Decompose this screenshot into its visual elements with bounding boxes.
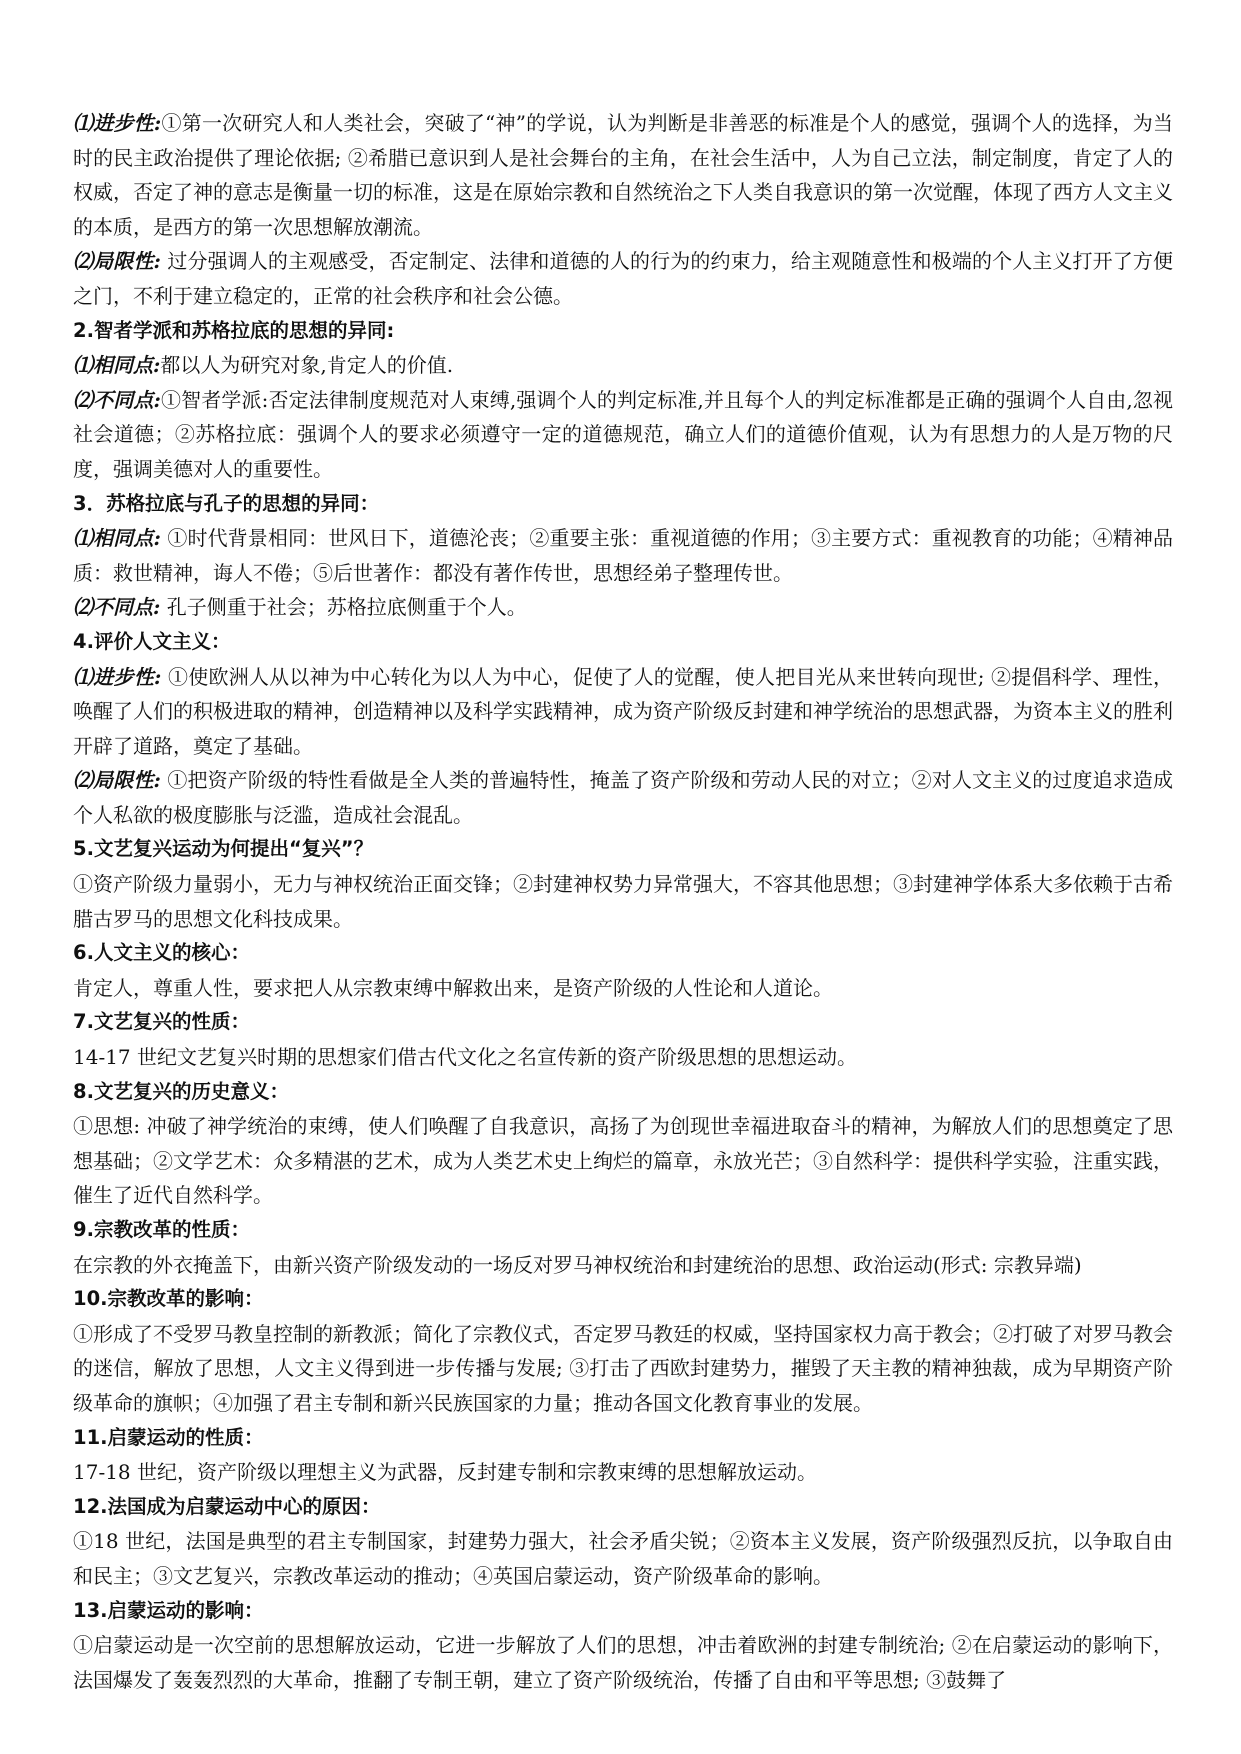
s3-difference-text: 孔子侧重于社会；苏格拉底侧重于个人。 xyxy=(160,595,527,620)
s3-similarity-text: ①时代背景相同：世风日下，道德沦丧；②重要主张：重视道德的作用；③主要方式：重视教育的功能；④精神品质：救世精神，诲人不倦；⑤后世著作：都没有著作传世，思想经弟子整理传世。 xyxy=(73,526,1174,585)
s1-limitation-text: 过分强调人的主观感受，否定制定、法律和道德的人的行为的约束力，给主观随意性和极端的个人主义打开了方便之门，不利于建立稳定的，正常的社会秩序和社会公德。 xyxy=(73,249,1174,308)
section-13-text: ①启蒙运动是一次空前的思想解放运动，它进一步解放了人们的思想，冲击着欧洲的封建专制统治; ②在启蒙运动的影响下，法国爆发了轰轰烈烈的大革命，推翻了专制王朝，建立了资产阶级统治，传播了自由和平等思想; ③鼓舞了 xyxy=(73,1633,1173,1692)
section-3-heading: 3．苏格拉底与孔子的思想的异同： xyxy=(73,491,380,515)
s4-limitation-text: ①把资产阶级的特性看做是全人类的普遍特性，掩盖了资产阶级和劳动人民的对立；②对人文主义的过度追求造成个人私欲的极度膨胀与泛滥，造成社会混乱。 xyxy=(73,768,1174,827)
s3-similarity-paragraph xyxy=(73,521,1173,590)
section-2-heading: 2.智者学派和苏格拉底的思想的异同: xyxy=(73,318,395,342)
section-6-heading: 6.人文主义的核心： xyxy=(73,941,250,965)
section-13-heading: 13.启蒙运动的影响： xyxy=(73,1598,264,1622)
document-page xyxy=(73,106,1173,1697)
section-4-heading: 4.评价人文主义： xyxy=(73,629,231,653)
s1-limitation-label: ⑵局限性: xyxy=(73,249,161,274)
s1-progress-paragraph xyxy=(73,106,1173,244)
section-10-heading: 10.宗教改革的影响： xyxy=(73,1287,264,1311)
section-11-text: 17-18 世纪，资产阶级以理想主义为武器，反封建专制和宗教束缚的思想解放运动。 xyxy=(73,1460,818,1485)
s4-limitation-paragraph xyxy=(73,763,1173,832)
section-12-text: ①18 世纪，法国是典型的君主专制国家，封建势力强大，社会矛盾尖锐；②资本主义发展，资产阶级强烈反抗，以争取自由和民主；③文艺复兴，宗教改革运动的推动；④英国启蒙运动，资产阶级革命的影响。 xyxy=(73,1529,1173,1588)
section-8-text: ①思想: 冲破了神学统治的束缚，使人们唤醒了自我意识，高扬了为创现世幸福进取奋斗的精神，为解放人们的思想奠定了思想基础；②文学艺术：众多精湛的艺术，成为人类艺术史上绚烂的篇章，永放光芒；③自然科学：提供科学实验，注重实践，催生了近代自然科学。 xyxy=(73,1114,1173,1208)
section-8-heading: 8.文艺复兴的历史意义： xyxy=(73,1079,289,1103)
s1-progress-text: ①第一次研究人和人类社会，突破了“神”的学说，认为判断是非善恶的标准是个人的感觉，强调个人的选择，为当时的民主政治提供了理论依据; ②希腊已意识到人是社会舞台的主角，在社会生活中，人为自己立法，制定制度，肯定了人的权威，否定了神的意志是衡量一切的标准，这是在原始宗教和自然统治之下人类自我意识的第一次觉醒，体现了西方人文主义的本质，是西方的第一次思想解放潮流。 xyxy=(73,111,1174,239)
section-5-heading: 5.文艺复兴运动为何提出“复兴”？ xyxy=(73,837,374,861)
s2-similarity-paragraph xyxy=(73,348,1173,383)
section-12-heading: 12.法国成为启蒙运动中心的原因： xyxy=(73,1494,381,1518)
section-9-heading: 9.宗教改革的性质： xyxy=(73,1218,250,1241)
s2-similarity-label: ⑴相同点: xyxy=(73,353,161,378)
s1-limitation-paragraph xyxy=(73,244,1173,313)
section-10-text: ①形成了不受罗马教皇控制的新教派；简化了宗教仪式，否定罗马教廷的权威，坚持国家权力高于教会；②打破了对罗马教会的迷信，解放了思想，人文主义得到进一步传播与发展; ③打击了西欧封建势力，摧毁了天主教的精神独裁，成为早期资产阶级革命的旗帜；④加强了君主专制和新兴民族国家的力量；推动各国文化教育事业的发展。 xyxy=(73,1321,1173,1415)
s3-difference-label: ⑵不同点: xyxy=(73,595,161,620)
s3-similarity-label: ⑴相同点: xyxy=(73,526,161,551)
section-9-text: 在宗教的外衣掩盖下，由新兴资产阶级发动的一场反对罗马神权统治和封建统治的思想、政治运动(形式: 宗教异端) xyxy=(73,1252,1082,1277)
section-7-heading: 7.文艺复兴的性质： xyxy=(73,1010,250,1034)
s4-limitation-label: ⑵局限性: xyxy=(73,768,161,793)
s2-difference-paragraph xyxy=(73,383,1173,487)
s4-progress-text: ①使欧洲人从以神为中心转化为以人为中心，促使了人的觉醒，使人把目光从来世转向现世; ②提倡科学、理性，唤醒了人们的积极进取的精神，创造精神以及科学实践精神，成为资产阶级反封建和神学统治的思想武器，为资本主义的胜利开辟了道路，奠定了基础。 xyxy=(73,664,1173,758)
s2-difference-label: ⑵不同点: xyxy=(73,387,161,412)
s3-difference-paragraph xyxy=(73,590,1173,625)
section-6-text: 肯定人，尊重人性，要求把人从宗教束缚中解救出来，是资产阶级的人性论和人道论。 xyxy=(73,975,833,1000)
section-7-text: 14-17 世纪文艺复兴时期的思想家们借古代文化之名宣传新的资产阶级思想的思想运动。 xyxy=(73,1045,858,1070)
s2-similarity-text: 都以人为研究对象,肯定人的价值. xyxy=(160,353,454,378)
s2-difference-text: ①智者学派:否定法律制度规范对人束缚,强调个人的判定标准,并且每个人的判定标准都是正确的强调个人自由,忽视社会道德；②苏格拉底：强调个人的要求必须遵守一定的道德规范，确立人们的道德价值观，认为有思想力的人是万物的尺度，强调美德对人的重要性。 xyxy=(73,387,1174,481)
s4-progress-label: ⑴进步性: xyxy=(73,664,162,689)
s4-progress-paragraph xyxy=(73,660,1173,764)
section-5-text: ①资产阶级力量弱小，无力与神权统治正面交锋；②封建神权势力异常强大，不容其他思想；③封建神学体系大多依赖于古希腊古罗马的思想文化科技成果。 xyxy=(73,872,1173,931)
s1-progress-label: ⑴进步性: xyxy=(73,111,162,135)
section-11-heading: 11.启蒙运动的性质： xyxy=(73,1425,264,1449)
